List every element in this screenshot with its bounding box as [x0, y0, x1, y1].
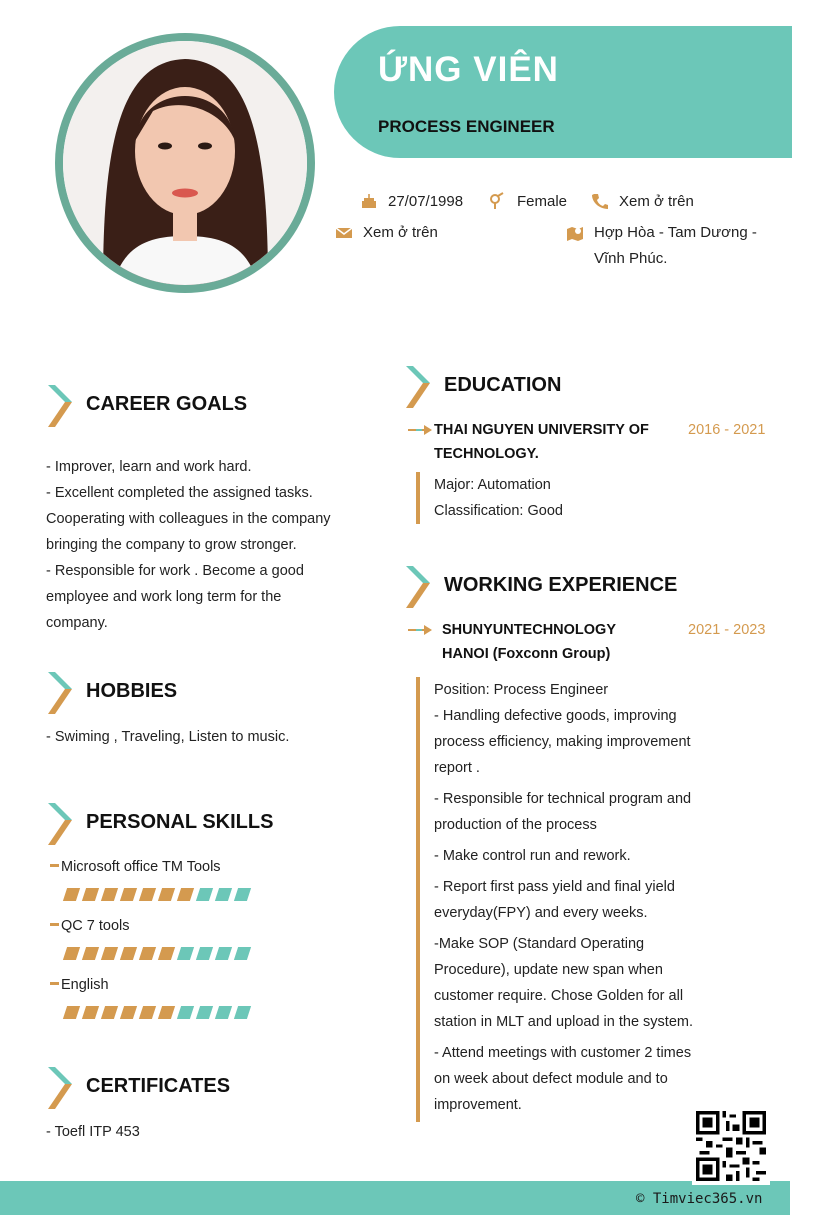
- chevron-icon: [48, 385, 76, 427]
- candidate-role: PROCESS ENGINEER: [378, 117, 555, 136]
- certificates-text: - Toefl ITP 453: [46, 1124, 140, 1140]
- phone-icon: [591, 192, 609, 210]
- gender-text: Female: [517, 193, 568, 210]
- skill-segment: [234, 888, 251, 901]
- company-line-2: HANOI (Foxconn Group): [442, 646, 611, 662]
- education-school-line-1: THAI NGUYEN UNIVERSITY OF: [434, 422, 649, 438]
- career-goal-line: - Responsible for work . Become a good: [46, 563, 304, 579]
- experience-line: -Make SOP (Standard Operating: [434, 936, 645, 952]
- experience-position: Position: Process Engineer: [434, 682, 609, 698]
- skill-label: Microsoft office TM Tools: [61, 859, 221, 875]
- skill-label: English: [61, 977, 109, 993]
- skill-segment: [139, 947, 156, 960]
- skill-marker: [50, 982, 59, 985]
- chevron-icon: [406, 566, 434, 608]
- phone-text: Xem ở trên: [619, 193, 694, 210]
- avatar-photo: [63, 41, 307, 285]
- experience-line: station in MLT and upload in the system.: [434, 1014, 693, 1030]
- skill-segment: [139, 888, 156, 901]
- birthday-text: 27/07/1998: [388, 193, 464, 210]
- skill-marker: [50, 864, 59, 867]
- education-timeline: [416, 472, 420, 524]
- skill-segment: [177, 888, 194, 901]
- experience-line: - Handling defective goods, improving: [434, 708, 677, 724]
- skill-segment: [120, 947, 137, 960]
- experience-line: - Report first pass yield and final yield: [434, 879, 675, 895]
- footer-copyright: © Timviec365.vn: [636, 1191, 763, 1207]
- experience-line: process efficiency, making improvement: [434, 734, 691, 750]
- experience-line: - Attend meetings with customer 2 times: [434, 1045, 692, 1061]
- chevron-icon: [48, 1067, 76, 1109]
- birthday-cake-icon: [360, 192, 378, 210]
- chevron-icon: [406, 366, 434, 408]
- skill-segment: [101, 1006, 118, 1019]
- arrow-icon: [408, 625, 432, 635]
- working-experience-title: WORKING EXPERIENCE: [444, 574, 678, 596]
- experience-line: on week about defect module and to: [434, 1071, 668, 1087]
- career-goals-title: CAREER GOALS: [86, 393, 248, 415]
- gender-icon: [488, 192, 506, 210]
- experience-timeline: [416, 677, 420, 1122]
- skill-label: QC 7 tools: [61, 918, 130, 934]
- skill-segment: [82, 947, 99, 960]
- skill-segment: [101, 888, 118, 901]
- skill-level-bar: [65, 888, 249, 901]
- skill-segment: [63, 888, 80, 901]
- candidate-name: ỨNG VIÊN: [378, 50, 559, 89]
- education-major: Major: Automation: [434, 477, 551, 493]
- skill-segment: [158, 888, 175, 901]
- address-line-2: Vĩnh Phúc.: [594, 250, 668, 267]
- career-goal-line: employee and work long term for the: [46, 589, 282, 605]
- skill-segment: [120, 888, 137, 901]
- skill-level-bar: [65, 1006, 249, 1019]
- career-goal-line: bringing the company to grow stronger.: [46, 537, 297, 553]
- skill-segment: [63, 947, 80, 960]
- experience-years: 2021 - 2023: [688, 622, 766, 638]
- experience-line: report .: [434, 760, 480, 776]
- arrow-icon: [408, 425, 432, 435]
- skill-segment: [82, 888, 99, 901]
- skill-segment: [82, 1006, 99, 1019]
- career-goal-line: Cooperating with colleagues in the company: [46, 511, 331, 527]
- skill-segment: [101, 947, 118, 960]
- skill-segment: [215, 947, 232, 960]
- experience-line: - Make control run and rework.: [434, 848, 631, 864]
- career-goal-line: company.: [46, 615, 108, 631]
- personal-skills-title: PERSONAL SKILLS: [86, 811, 274, 833]
- skill-segment: [120, 1006, 137, 1019]
- skill-segment: [196, 1006, 213, 1019]
- skill-segment: [234, 1006, 251, 1019]
- chevron-icon: [48, 803, 76, 845]
- skill-segment: [177, 1006, 194, 1019]
- skill-segment: [215, 1006, 232, 1019]
- hobbies-title: HOBBIES: [86, 680, 178, 702]
- skill-segment: [139, 1006, 156, 1019]
- avatar: [55, 33, 315, 293]
- company-line-1: SHUNYUNTECHNOLOGY: [442, 622, 617, 638]
- skill-segment: [158, 947, 175, 960]
- experience-line: - Responsible for technical program and: [434, 791, 692, 807]
- qr-code-icon[interactable]: [692, 1107, 770, 1185]
- education-title: EDUCATION: [444, 374, 562, 396]
- skill-marker: [50, 923, 59, 926]
- skill-segment: [158, 1006, 175, 1019]
- education-classification: Classification: Good: [434, 503, 563, 519]
- experience-line: improvement.: [434, 1097, 522, 1113]
- experience-line: production of the process: [434, 817, 597, 833]
- experience-line: Procedure), update new span when: [434, 962, 663, 978]
- career-goal-line: - Excellent completed the assigned tasks.: [46, 485, 313, 501]
- skill-segment: [63, 1006, 80, 1019]
- hobbies-text: - Swiming , Traveling, Listen to music.: [46, 729, 290, 745]
- skill-segment: [177, 947, 194, 960]
- chevron-icon: [48, 672, 76, 714]
- skill-segment: [196, 888, 213, 901]
- skill-segment: [196, 947, 213, 960]
- skill-segment: [215, 888, 232, 901]
- email-text: Xem ở trên: [363, 224, 438, 241]
- header-band: [334, 26, 792, 158]
- education-school-line-2: TECHNOLOGY.: [434, 446, 539, 462]
- skill-level-bar: [65, 947, 249, 960]
- experience-line: everyday(FPY) and every weeks.: [434, 905, 648, 921]
- address-line-1: Hợp Hòa - Tam Dương -: [594, 224, 757, 241]
- career-goal-line: - Improver, learn and work hard.: [46, 459, 252, 475]
- skill-segment: [234, 947, 251, 960]
- education-years: 2016 - 2021: [688, 422, 766, 438]
- experience-line: customer require. Chose Golden for all: [434, 988, 684, 1004]
- email-icon: [335, 224, 353, 242]
- certificates-title: CERTIFICATES: [86, 1075, 231, 1097]
- map-pin-icon: [566, 224, 584, 242]
- qr-code-graphic: [696, 1111, 766, 1181]
